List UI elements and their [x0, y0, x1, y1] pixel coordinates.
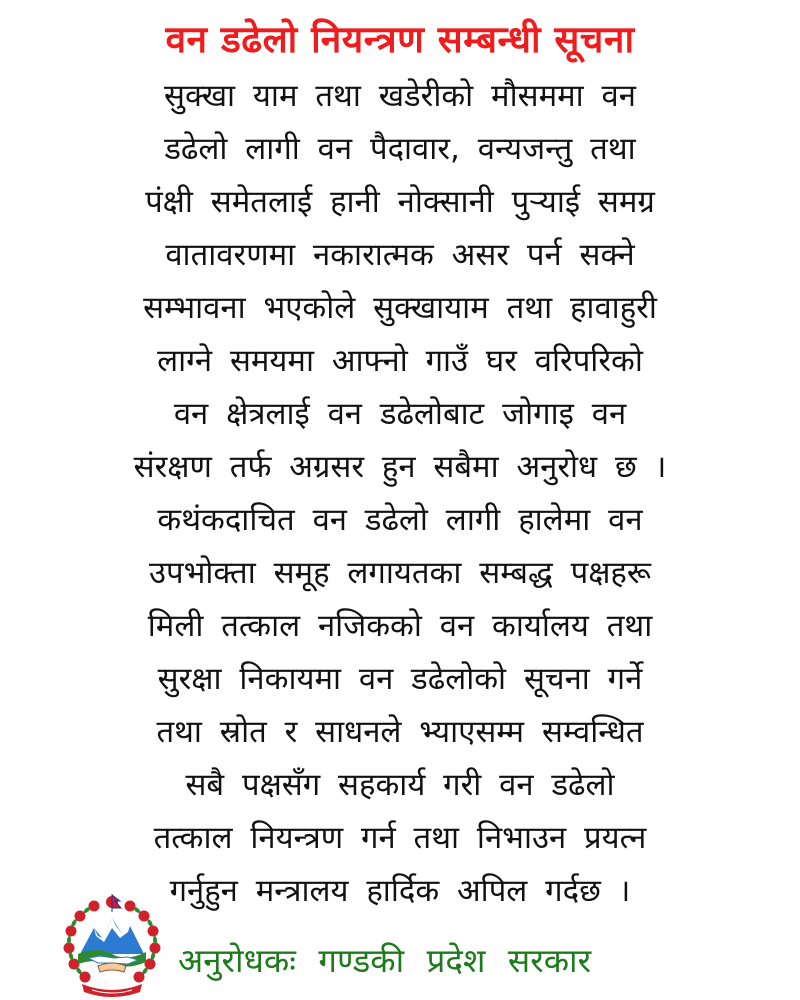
body-line: वन क्षेत्रलाई वन डढेलोबाट जोगाइ वन: [173, 396, 627, 432]
notice-title: वन डढेलो नियन्त्रण सम्बन्धी सूचना: [165, 18, 635, 61]
body-line: उपभोक्ता समूह लगायतका सम्बद्ध पक्षहरू: [149, 555, 651, 591]
body-line: सुरक्षा निकायमा वन डढेलोको सूचना गर्ने: [157, 661, 643, 697]
body-line: तथा स्रोत र साधनले भ्याएसम्म सम्वन्धित: [156, 714, 644, 750]
body-line: मिली तत्काल नजिकको वन कार्यालय तथा: [147, 608, 653, 644]
body-line: सम्भावना भएकोले सुक्खायाम तथा हावाहुरी: [143, 290, 657, 326]
footer: [0, 880, 800, 1000]
body-line: कथंकदाचित वन डढेलो लागी हालेमा वन: [157, 502, 643, 538]
body-line: वातावरणमा नकारात्मक असर पर्न सक्ने: [165, 237, 635, 273]
notice-body: [22, 70, 778, 918]
body-line: लाग्ने समयमा आफ्नो गाउँ घर वरिपरिको: [157, 343, 643, 379]
body-line: गर्नुहुन मन्त्रालय हार्दिक अपिल गर्दछ ।: [169, 873, 631, 909]
nepal-emblem-icon: [58, 892, 166, 1000]
body-line: सबै पक्षसँग सहकार्य गरी वन डढेलो: [185, 767, 615, 803]
body-line: संरक्षण तर्फ अग्रसर हुन सबैमा अनुरोध छ ।: [133, 449, 667, 485]
body-line: डढेलो लागी वन पैदावार, वन्यजन्तु तथा: [164, 131, 636, 167]
body-line: पंक्षी समेतलाई हानी नोक्सानी पुऱ्याई समग्र: [145, 184, 655, 220]
signature: अनुरोधकः गण्डकी प्रदेश सरकार: [178, 941, 592, 980]
body-line: सुक्खा याम तथा खडेरीको मौसममा वन: [164, 78, 636, 114]
body-line: तत्काल नियन्त्रण गर्न तथा निभाउन प्रयत्न: [153, 820, 647, 856]
